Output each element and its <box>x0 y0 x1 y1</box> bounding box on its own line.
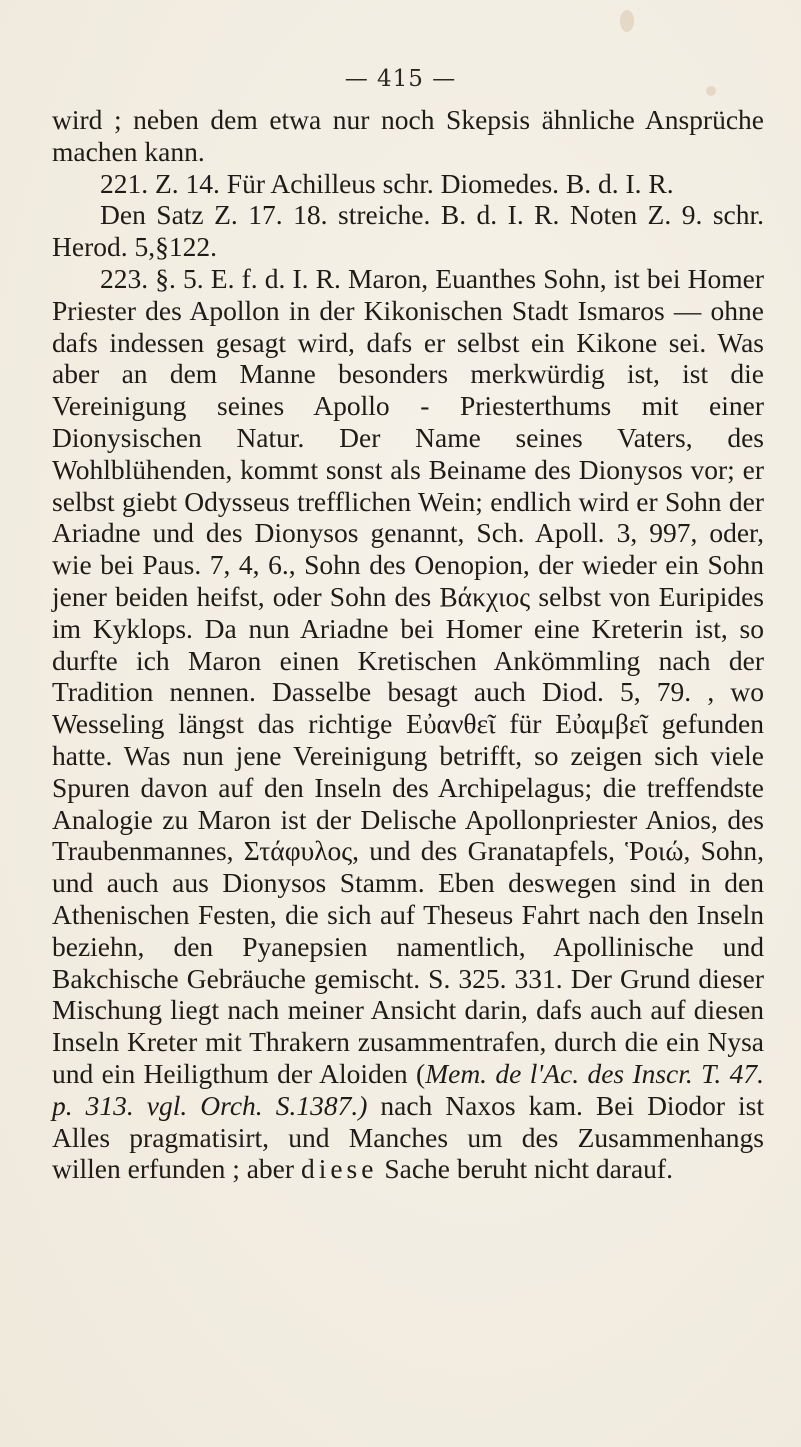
main-text <box>52 104 764 1185</box>
note-223-text: 223. §. 5. E. f. d. I. R. Maron, Euanthes Sohn, ist bei Homer Priester des Apollon in der Kikonischen Stadt Ismaros — ohne dafs indessen gesagt wird, dafs er selbst ein Kikone sei. Was aber an dem Manne besonders merkwürdig ist, ist die Vereinigung seines Apollo - Priesterthums mit einer Dionysischen Natur. Der Name seines Vaters, des Wohlblühenden, kommt sonst als Beiname des Dionysos vor; er selbst giebt Odysseus trefflichen Wein; endlich wird er Sohn der Ariadne und des Dionysos genannt, Sch. Apoll. 3, 997, oder, wie bei Paus. 7, 4, 6., Sohn des Oenopion, der wieder ein Sohn jener beiden heifst, oder Sohn des Βάκχιος selbst von Euripides im Kyklops. Da nun Ariadne bei Homer eine Kreterin ist, so durfte ich Maron einen Kretischen Ankömmling nach der Tradition nennen. Dasselbe besagt auch Diod. 5, 79. , wo Wesseling längst das richtige Εὐανθεῖ für Εὐαμβεῖ gefunden hatte. Was nun jene Vereinigung betrifft, so zeigen sich viele Spuren davon auf den Inseln des Archipelagus; die treffendste Analogie zu Maron ist der Delische Apollonpriester Anios, des Traubenmannes, Στάφυλος, und des Granatapfels, Ῥοιώ, Sohn, und auch aus Dionysos Stamm. Eben deswegen sind in den Athenischen Festen, die sich auf Theseus Fahrt nach den Inseln beziehn, den Pyanepsien namentlich, Apollinische und Bakchische Gebräuche gemischt. S. 325. 331. Der Grund dieser Mischung liegt nach meiner Ansicht darin, dafs auch auf diesen Inseln Kreter mit Thrakern zusammentrafen, durch die ein Nysa und ein Heiligthum der Aloiden <box>52 262 764 1089</box>
citation-open: ( <box>416 1057 426 1089</box>
citation-ref: T. 47. p. 313. vgl. Orch. S.1387.) <box>52 1057 764 1121</box>
citation-journal: Mem. de l'Ac. des Inscr. <box>425 1057 693 1089</box>
note-222: Den Satz Z. 17. 18. streiche. B. d. I. R. Noten Z. 9. schr. Herod. 5,§122. <box>52 199 764 263</box>
paper-stain <box>620 10 634 32</box>
page-number: — 415 — <box>344 66 457 92</box>
paragraph-continuation: wird ; neben dem etwa nur noch Skepsis ähnliche Ansprüche machen kann. <box>52 104 764 167</box>
note-221: 221. Z. 14. Für Achilleus schr. Diomedes. B. d. I. R. <box>100 167 674 199</box>
closing-tail: Sache beruht nicht darauf. <box>377 1153 673 1185</box>
emphasis-diese: diese <box>300 1153 378 1185</box>
closing-text: nach Naxos kam. Bei Diodor ist Alles pragmatisirt, und Manches um des Zusammenhangs willen erfunden ; aber <box>52 1089 764 1185</box>
note-223 <box>52 263 764 1185</box>
